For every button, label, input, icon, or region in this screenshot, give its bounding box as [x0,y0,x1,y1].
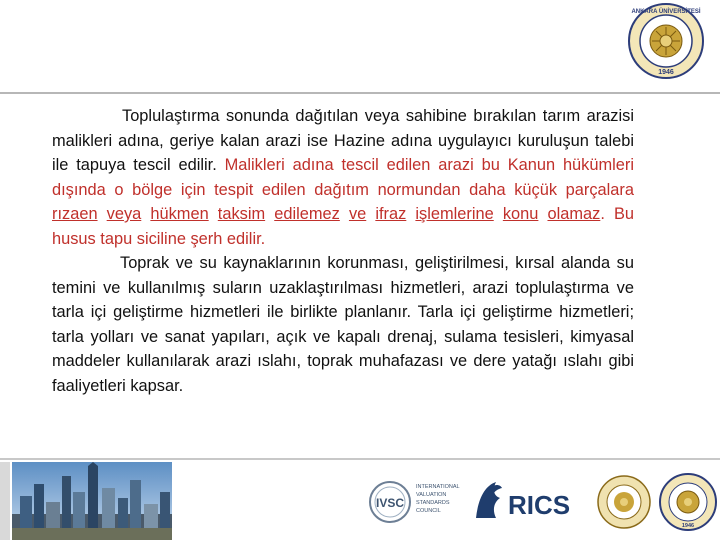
paragraph-2: Toprak ve su kaynaklarının korunması, geliştirilmesi, kırsal alanda su temini ve kullanılmış suların uzaklaştırılması hizmetleri, arazi toplulaştırma ve tarla içi geliştirme hizmetleri ile birlikte planlanır. Tarla içi geliştirme hizmetleri; tarla yolları ve sanat yapıları, açık ve kapalı drenaj, sulama tesisleri, kimyasal maddeler kullanılarak arazi ıslahı, toprak muhafazası ve dere yatağı ıslahı gibi faaliyetleri kapsar. [52,254,634,395]
paragraph-1-black: Toplulaştırma sonunda dağıtılan veya sahibine bırakılan tarım arazisi malikleri adına, geriye kalan arazi ise Hazine adına uygulayıcı kuruluşun talebi ile tapuya tescil edilir. [52,107,634,174]
paragraph-1-red: Malikleri adına tescil edilen arazi bu Kanun hükümleri dışında o bölge için tespit edilen dağıtım normundan daha küçük parçalara rızaen veya hükmen taksim edilemez ve ifraz işlemlerine konu olamaz. Bu husus tapu siciline şerh edilir. [52,156,635,248]
header-divider [0,92,720,94]
seal-year: 1946 [658,69,674,76]
ivsc-line-1: INTERNATIONAL [416,484,460,490]
rics-logo-text: RICS [508,490,571,520]
city-skyline-image [12,462,172,540]
ivsc-logo [370,482,460,522]
ivsc-line-2: VALUATION [416,492,447,498]
paragraph-1 [52,104,634,251]
ivsc-line-4: COUNCIL [416,508,441,514]
university-seal-logo [620,2,712,80]
footer-left-bar [0,462,10,540]
footer-seal-year: 1946 [681,523,695,529]
footer-university-seal-logo [660,474,716,530]
main-text [52,104,634,398]
seal-ring-text: ANKARA ÜNİVERSİTESİ [631,9,701,15]
footer-logos [366,462,720,540]
rics-logo [476,482,570,520]
ivsc-line-3: STANDARDS [416,500,450,506]
footer-divider [0,458,720,460]
gold-seal-logo [598,476,650,528]
ivsc-logo-text: IVSC [375,496,405,510]
